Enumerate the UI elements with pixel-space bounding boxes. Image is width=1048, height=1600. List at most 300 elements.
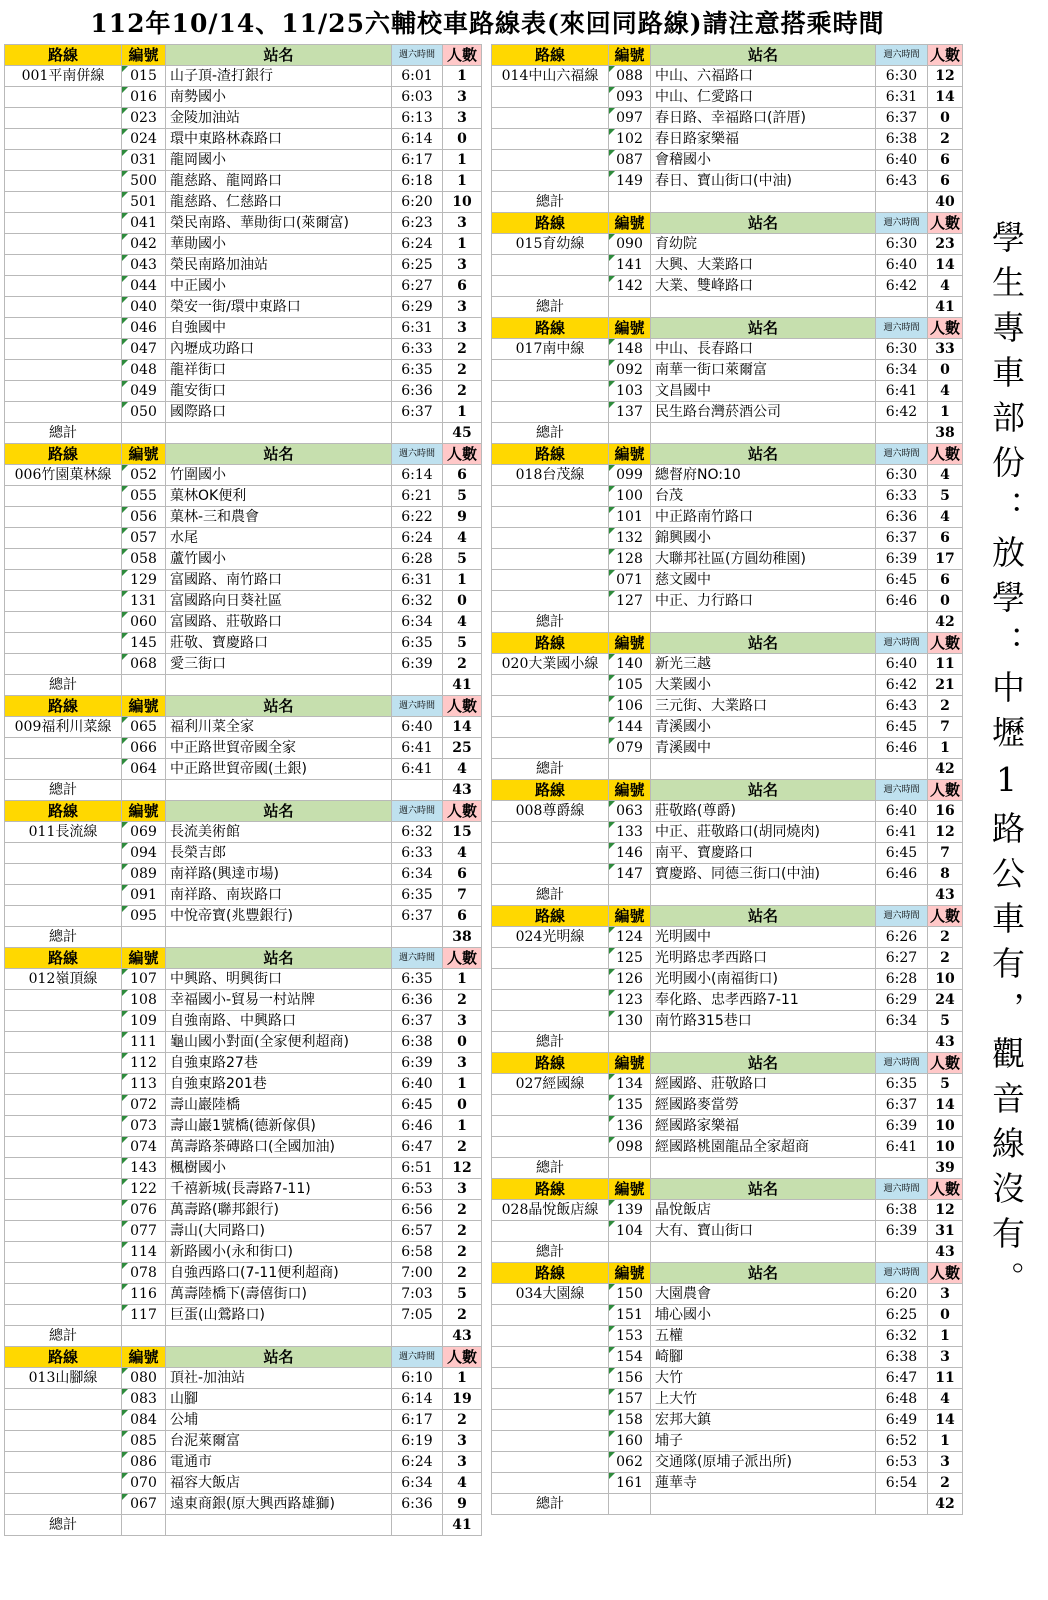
stop-name: 中興路、明興街口 (166, 969, 392, 990)
stop-code: 125 (609, 948, 651, 969)
rider-count: 1 (928, 1431, 963, 1452)
stop-time: 6:36 (392, 1494, 443, 1515)
stop-code: 024 (122, 129, 166, 150)
stop-code: 044 (122, 276, 166, 297)
route-name (5, 318, 122, 339)
table-header-row (492, 1053, 963, 1074)
rider-count: 1 (443, 1074, 482, 1095)
rider-count: 0 (443, 1032, 482, 1053)
stop-name: 楓樹國小 (166, 1158, 392, 1179)
table-header-row (492, 780, 963, 801)
table-row (5, 1116, 482, 1137)
stop-code: 088 (609, 66, 651, 87)
rider-count: 11 (928, 654, 963, 675)
stop-time: 6:40 (876, 801, 928, 822)
stop-code: 089 (122, 864, 166, 885)
rider-count: 2 (928, 927, 963, 948)
stop-time: 6:49 (876, 1410, 928, 1431)
table-row (492, 696, 963, 717)
table-row (492, 150, 963, 171)
stop-name: 埔心國小 (651, 1305, 876, 1326)
table-row (5, 486, 482, 507)
table-row (5, 612, 482, 633)
count-header: 人數 (443, 45, 482, 66)
route-name (5, 990, 122, 1011)
stop-name: 台茂 (651, 486, 876, 507)
total-empty-time (876, 885, 928, 906)
side-note: 學生專車部份：放學：中壢1路公車有，觀音線沒有。 (987, 220, 1026, 1306)
stop-time: 6:57 (392, 1221, 443, 1242)
stop-name: 民生路台灣菸酒公司 (651, 402, 876, 423)
stop-code: 116 (122, 1284, 166, 1305)
table-row (492, 486, 963, 507)
stop-name: 莊敬路(尊爵) (651, 801, 876, 822)
table-row (5, 1221, 482, 1242)
rider-count: 7 (928, 843, 963, 864)
route-name (5, 339, 122, 360)
table-header-row (492, 906, 963, 927)
stop-name: 蘆竹國小 (166, 549, 392, 570)
table-header-row (492, 213, 963, 234)
total-empty-stop (166, 423, 392, 444)
stop-name: 青溪國小 (651, 717, 876, 738)
rider-count: 25 (443, 738, 482, 759)
table-row (5, 843, 482, 864)
table-row (5, 1452, 482, 1473)
table-header-row (5, 801, 482, 822)
time-header: 週六時間 (392, 696, 443, 717)
stop-time: 6:56 (392, 1200, 443, 1221)
stop-time: 6:33 (876, 486, 928, 507)
stop-name: 晶悅飯店 (651, 1200, 876, 1221)
stop-time: 6:13 (392, 108, 443, 129)
rider-count: 1 (928, 402, 963, 423)
table-row (5, 276, 482, 297)
route-name (5, 234, 122, 255)
stop-code: 151 (609, 1305, 651, 1326)
stop-name: 遠東商銀(原大興西路雄獅) (166, 1494, 392, 1515)
rider-count: 6 (443, 276, 482, 297)
stop-code: 055 (122, 486, 166, 507)
table-row (492, 864, 963, 885)
stop-code: 100 (609, 486, 651, 507)
route-name (5, 612, 122, 633)
total-count: 38 (928, 423, 963, 444)
stop-time: 6:53 (392, 1179, 443, 1200)
stop-code: 145 (122, 633, 166, 654)
rider-count: 9 (443, 1494, 482, 1515)
stop-name: 壽山巖1號橋(德新傢俱) (166, 1116, 392, 1137)
stop-code: 050 (122, 402, 166, 423)
route-name (492, 1389, 609, 1410)
stop-code: 098 (609, 1137, 651, 1158)
stop-header: 站名 (166, 948, 392, 969)
route-name (5, 150, 122, 171)
stop-time: 6:25 (392, 255, 443, 276)
stop-name: 大聯邦社區(方圓幼稚園) (651, 549, 876, 570)
table-row (492, 1011, 963, 1032)
table-row (5, 297, 482, 318)
route-name: 013山腳線 (5, 1368, 122, 1389)
total-row (5, 1326, 482, 1347)
table-row (5, 528, 482, 549)
total-empty-code (609, 423, 651, 444)
route-header: 路線 (492, 45, 609, 66)
stop-header: 站名 (166, 45, 392, 66)
stop-time: 6:21 (392, 486, 443, 507)
total-label: 總計 (492, 423, 609, 444)
stop-code: 158 (609, 1410, 651, 1431)
stop-header: 站名 (166, 444, 392, 465)
count-header: 人數 (443, 444, 482, 465)
stop-name: 中正、莊敬路口(胡同燒肉) (651, 822, 876, 843)
table-row (5, 360, 482, 381)
table-row (492, 381, 963, 402)
table-row (5, 1200, 482, 1221)
route-name (5, 1410, 122, 1431)
table-row (5, 171, 482, 192)
table-row (5, 717, 482, 738)
stop-code: 077 (122, 1221, 166, 1242)
stop-code: 095 (122, 906, 166, 927)
stop-code: 130 (609, 1011, 651, 1032)
stop-time: 7:00 (392, 1263, 443, 1284)
route-name (5, 1305, 122, 1326)
stop-code: 101 (609, 507, 651, 528)
stop-code: 113 (122, 1074, 166, 1095)
route-name (5, 570, 122, 591)
left-route-table-container (4, 44, 482, 1536)
route-name (5, 1494, 122, 1515)
rider-count: 14 (928, 1410, 963, 1431)
total-empty-code (609, 1242, 651, 1263)
stop-name: 總督府NO:10 (651, 465, 876, 486)
stop-name: 埔子 (651, 1431, 876, 1452)
table-row (5, 906, 482, 927)
rider-count: 5 (928, 1011, 963, 1032)
stop-code: 107 (122, 969, 166, 990)
route-name (5, 87, 122, 108)
route-name (492, 150, 609, 171)
rider-count: 1 (443, 171, 482, 192)
total-empty-code (122, 675, 166, 696)
stop-code: 112 (122, 1053, 166, 1074)
total-count: 39 (928, 1158, 963, 1179)
stop-name: 龍慈路、龍岡路口 (166, 171, 392, 192)
code-header: 編號 (122, 1347, 166, 1368)
stop-time: 6:28 (876, 969, 928, 990)
total-empty-code (609, 192, 651, 213)
rider-count: 3 (443, 1011, 482, 1032)
stop-time: 6:45 (876, 570, 928, 591)
stop-time: 6:03 (392, 87, 443, 108)
table-row (5, 150, 482, 171)
stop-name: 長流美術館 (166, 822, 392, 843)
stop-code: 087 (609, 150, 651, 171)
stop-code: 094 (122, 843, 166, 864)
route-name (492, 738, 609, 759)
table-row (492, 801, 963, 822)
total-row (492, 423, 963, 444)
rider-count: 4 (928, 465, 963, 486)
stop-code: 157 (609, 1389, 651, 1410)
stop-time: 6:27 (392, 276, 443, 297)
route-name (5, 1158, 122, 1179)
total-label: 總計 (492, 1032, 609, 1053)
route-name (492, 1452, 609, 1473)
stop-name: 龜山國小對面(全家便利超商) (166, 1032, 392, 1053)
route-name (5, 1053, 122, 1074)
total-empty-code (609, 1032, 651, 1053)
stop-time: 6:14 (392, 1389, 443, 1410)
rider-count: 3 (443, 1179, 482, 1200)
stop-time: 6:28 (392, 549, 443, 570)
stop-time: 6:17 (392, 150, 443, 171)
rider-count: 7 (443, 885, 482, 906)
stop-code: 052 (122, 465, 166, 486)
route-header: 路線 (492, 1179, 609, 1200)
stop-name: 愛三街口 (166, 654, 392, 675)
route-name (5, 1389, 122, 1410)
stop-time: 6:32 (876, 1326, 928, 1347)
total-count: 43 (443, 1326, 482, 1347)
route-name (5, 864, 122, 885)
stop-time: 6:35 (392, 633, 443, 654)
rider-count: 2 (443, 1263, 482, 1284)
rider-count: 2 (443, 360, 482, 381)
route-name (5, 276, 122, 297)
rider-count: 1 (928, 1326, 963, 1347)
stop-time: 6:39 (876, 1116, 928, 1137)
rider-count: 0 (928, 591, 963, 612)
route-name: 001平南併線 (5, 66, 122, 87)
stop-time: 6:31 (392, 570, 443, 591)
total-empty-time (876, 297, 928, 318)
table-row (5, 654, 482, 675)
stop-name: 經國路、莊敬路口 (651, 1074, 876, 1095)
route-name (5, 171, 122, 192)
table-row (492, 822, 963, 843)
stop-name: 南華一街口萊爾富 (651, 360, 876, 381)
rider-count: 2 (443, 654, 482, 675)
table-row (492, 1410, 963, 1431)
stop-header: 站名 (166, 696, 392, 717)
stop-code: 086 (122, 1452, 166, 1473)
stop-code: 144 (609, 717, 651, 738)
stop-time: 6:38 (876, 1347, 928, 1368)
stop-name: 三元街、大業路口 (651, 696, 876, 717)
table-row (492, 570, 963, 591)
rider-count: 19 (443, 1389, 482, 1410)
stop-code: 149 (609, 171, 651, 192)
stop-header: 站名 (651, 906, 876, 927)
count-header: 人數 (928, 444, 963, 465)
stop-time: 6:37 (392, 906, 443, 927)
table-row (492, 654, 963, 675)
total-empty-time (392, 423, 443, 444)
stop-time: 6:40 (392, 1074, 443, 1095)
route-name (5, 1263, 122, 1284)
total-empty-time (392, 780, 443, 801)
table-row (492, 675, 963, 696)
route-name: 020大業國小線 (492, 654, 609, 675)
stop-name: 南祥路、南崁路口 (166, 885, 392, 906)
stop-time: 6:52 (876, 1431, 928, 1452)
total-count: 40 (928, 192, 963, 213)
route-name (5, 1200, 122, 1221)
route-name (492, 1221, 609, 1242)
stop-name: 文昌國中 (651, 381, 876, 402)
stop-name: 龍安街口 (166, 381, 392, 402)
time-header: 週六時間 (876, 1263, 928, 1284)
route-header: 路線 (492, 318, 609, 339)
stop-code: 074 (122, 1137, 166, 1158)
stop-name: 龍慈路、仁慈路口 (166, 192, 392, 213)
stop-code: 114 (122, 1242, 166, 1263)
route-name (492, 591, 609, 612)
table-row (5, 969, 482, 990)
code-header: 編號 (609, 1053, 651, 1074)
stop-name: 長榮吉郎 (166, 843, 392, 864)
route-name: 017南中線 (492, 339, 609, 360)
table-row (492, 528, 963, 549)
rider-count: 3 (443, 1452, 482, 1473)
stop-code: 160 (609, 1431, 651, 1452)
route-name (492, 1431, 609, 1452)
rider-count: 10 (928, 969, 963, 990)
stop-time: 6:42 (876, 276, 928, 297)
rider-count: 2 (443, 990, 482, 1011)
stop-name: 山子頂-渣打銀行 (166, 66, 392, 87)
stop-time: 6:33 (392, 339, 443, 360)
route-name (5, 528, 122, 549)
stop-header: 站名 (166, 801, 392, 822)
rider-count: 1 (443, 1116, 482, 1137)
total-count: 41 (443, 675, 482, 696)
stop-name: 莊敬、寶慶路口 (166, 633, 392, 654)
stop-name: 龍祥街口 (166, 360, 392, 381)
stop-time: 6:37 (876, 1095, 928, 1116)
stop-time: 6:47 (392, 1137, 443, 1158)
rider-count: 6 (443, 465, 482, 486)
total-row (492, 1242, 963, 1263)
stop-name: 光明路忠孝西路口 (651, 948, 876, 969)
stop-header: 站名 (651, 780, 876, 801)
rider-count: 15 (443, 822, 482, 843)
table-row (492, 1284, 963, 1305)
rider-count: 4 (443, 759, 482, 780)
rider-count: 14 (443, 717, 482, 738)
total-empty-stop (166, 780, 392, 801)
total-row (492, 297, 963, 318)
stop-name: 榮民南路、華勛街口(萊爾富) (166, 213, 392, 234)
route-name (5, 906, 122, 927)
table-row (492, 87, 963, 108)
stop-code: 067 (122, 1494, 166, 1515)
table-row (5, 738, 482, 759)
table-header-row (492, 45, 963, 66)
rider-count: 3 (443, 213, 482, 234)
total-empty-stop (651, 1242, 876, 1263)
total-row (5, 927, 482, 948)
stop-name: 五權 (651, 1326, 876, 1347)
stop-name: 崎腳 (651, 1347, 876, 1368)
table-row (5, 570, 482, 591)
total-empty-stop (651, 1494, 876, 1515)
count-header: 人數 (928, 1263, 963, 1284)
stop-time: 6:24 (392, 234, 443, 255)
route-name (492, 276, 609, 297)
rider-count: 4 (928, 381, 963, 402)
stop-time: 6:46 (876, 738, 928, 759)
route-name (492, 486, 609, 507)
table-row (5, 885, 482, 906)
stop-code: 132 (609, 528, 651, 549)
route-name (5, 192, 122, 213)
total-label: 總計 (492, 1242, 609, 1263)
total-row (492, 885, 963, 906)
rider-count: 1 (443, 402, 482, 423)
stop-name: 光明國中 (651, 927, 876, 948)
stop-code: 080 (122, 1368, 166, 1389)
total-label: 總計 (5, 780, 122, 801)
stop-code: 063 (609, 801, 651, 822)
table-row (5, 465, 482, 486)
table-row (5, 1158, 482, 1179)
rider-count: 0 (928, 360, 963, 381)
stop-code: 057 (122, 528, 166, 549)
stop-code: 046 (122, 318, 166, 339)
stop-time: 6:27 (876, 948, 928, 969)
stop-code: 111 (122, 1032, 166, 1053)
total-empty-time (392, 1326, 443, 1347)
total-row (492, 1494, 963, 1515)
rider-count: 5 (443, 1284, 482, 1305)
stop-name: 中山、長春路口 (651, 339, 876, 360)
table-row (492, 990, 963, 1011)
stop-name: 自強南路、中興路口 (166, 1011, 392, 1032)
stop-name: 經國路桃園龍品全家超商 (651, 1137, 876, 1158)
total-empty-time (392, 1515, 443, 1536)
stop-time: 6:37 (392, 1011, 443, 1032)
stop-code: 147 (609, 864, 651, 885)
route-name (5, 1473, 122, 1494)
rider-count: 1 (443, 969, 482, 990)
table-header-row (492, 318, 963, 339)
route-header: 路線 (492, 780, 609, 801)
stop-time: 6:34 (392, 1473, 443, 1494)
rider-count: 2 (928, 1473, 963, 1494)
route-header: 路線 (492, 906, 609, 927)
rider-count: 3 (443, 87, 482, 108)
total-label: 總計 (492, 612, 609, 633)
stop-time: 6:41 (876, 381, 928, 402)
stop-name: 經國路麥當勞 (651, 1095, 876, 1116)
stop-name: 山腳 (166, 1389, 392, 1410)
time-header: 週六時間 (392, 1347, 443, 1368)
rider-count: 14 (928, 87, 963, 108)
stop-time: 6:53 (876, 1452, 928, 1473)
rider-count: 1 (443, 234, 482, 255)
count-header: 人數 (443, 801, 482, 822)
stop-name: 春日、寶山街口(中油) (651, 171, 876, 192)
table-row (5, 591, 482, 612)
route-name (492, 696, 609, 717)
code-header: 編號 (609, 906, 651, 927)
count-header: 人數 (928, 213, 963, 234)
count-header: 人數 (928, 318, 963, 339)
route-header: 路線 (492, 1053, 609, 1074)
